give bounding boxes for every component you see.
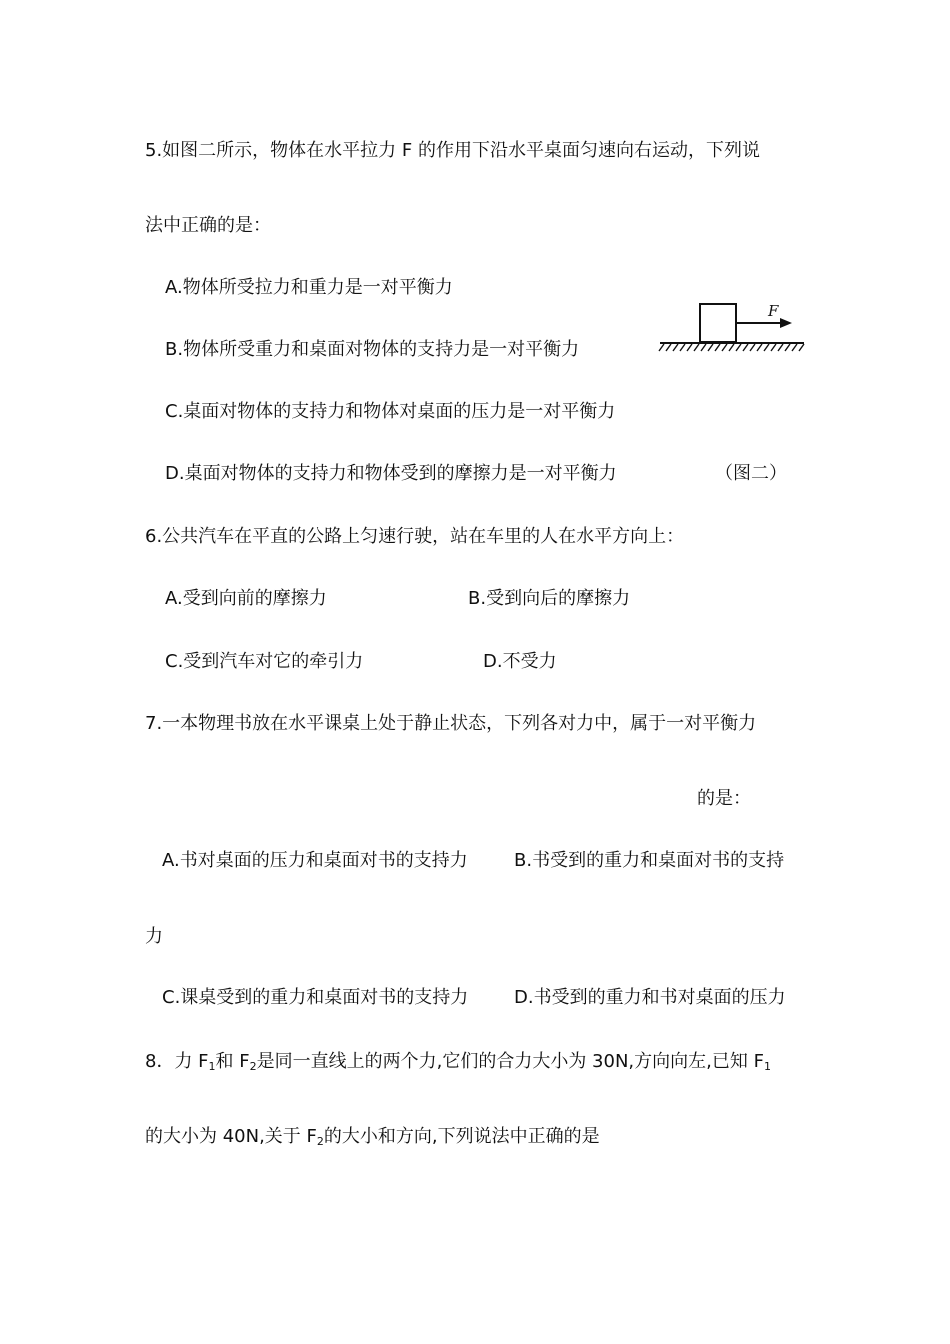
q8-stem-line2 xyxy=(145,1125,600,1149)
q7-option-a: A.书对桌面的压力和桌面对书的支持力 xyxy=(162,850,468,871)
q7-option-d: D.书受到的重力和书对桌面的压力 xyxy=(514,987,786,1008)
q7-option-b: B.书受到的重力和桌面对书的支持 xyxy=(514,850,785,871)
q8-text-5: 的大小和方向,下列说法中正确的是 xyxy=(323,1126,600,1147)
block xyxy=(700,304,736,342)
q8-text-1: 8．力 F xyxy=(145,1051,209,1072)
force-label: F xyxy=(768,302,779,320)
q5-option-a: A.物体所受拉力和重力是一对平衡力 xyxy=(165,277,453,298)
q8-subscript: 2 xyxy=(316,1135,324,1148)
q8-text-2: 和 F xyxy=(215,1051,250,1072)
force-arrow-head xyxy=(780,318,792,328)
q6-option-c: C.受到汽车对它的牵引力 xyxy=(165,651,364,672)
q6-stem: 6.公共汽车在平直的公路上匀速行驶，站在车里的人在水平方向上： xyxy=(145,526,685,547)
q7-stem-line2: 的是： xyxy=(697,788,751,809)
q8-text-3: 是同一直线上的两个力,它们的合力大小为 30N,方向向左,已知 F xyxy=(256,1051,764,1072)
q7-option-c: C.课桌受到的重力和桌面对书的支持力 xyxy=(162,987,469,1008)
ground-hatching xyxy=(659,344,804,351)
q8-stem-line1 xyxy=(145,1050,771,1074)
q6-option-d: D.不受力 xyxy=(483,651,557,672)
q5-option-d: D.桌面对物体的支持力和物体受到的摩擦力是一对平衡力 xyxy=(165,463,617,484)
q8-subscript: 2 xyxy=(249,1060,257,1073)
q5-option-c: C.桌面对物体的支持力和物体对桌面的压力是一对平衡力 xyxy=(165,401,616,422)
q5-figure-block-diagram xyxy=(656,290,808,360)
q6-option-a: A.受到向前的摩擦力 xyxy=(165,588,327,609)
q5-option-b: B.物体所受重力和桌面对物体的支持力是一对平衡力 xyxy=(165,339,580,360)
q8-subscript: 1 xyxy=(208,1060,216,1073)
q7-stem-line1: 7.一本物理书放在水平课桌上处于静止状态，下列各对力中，属于一对平衡力 xyxy=(145,713,757,734)
q5-stem-line2: 法中正确的是： xyxy=(145,215,271,236)
q5-figure-caption: （图二） xyxy=(715,463,787,484)
q8-subscript: 1 xyxy=(763,1060,771,1073)
q6-option-b: B.受到向后的摩擦力 xyxy=(468,588,631,609)
q8-text-4: 的大小为 40N,关于 F xyxy=(145,1126,317,1147)
q5-stem-line1: 5.如图二所示，物体在水平拉力 F 的作用下沿水平桌面匀速向右运动，下列说 xyxy=(145,140,760,161)
q7-option-b-continued: 力 xyxy=(145,926,163,947)
